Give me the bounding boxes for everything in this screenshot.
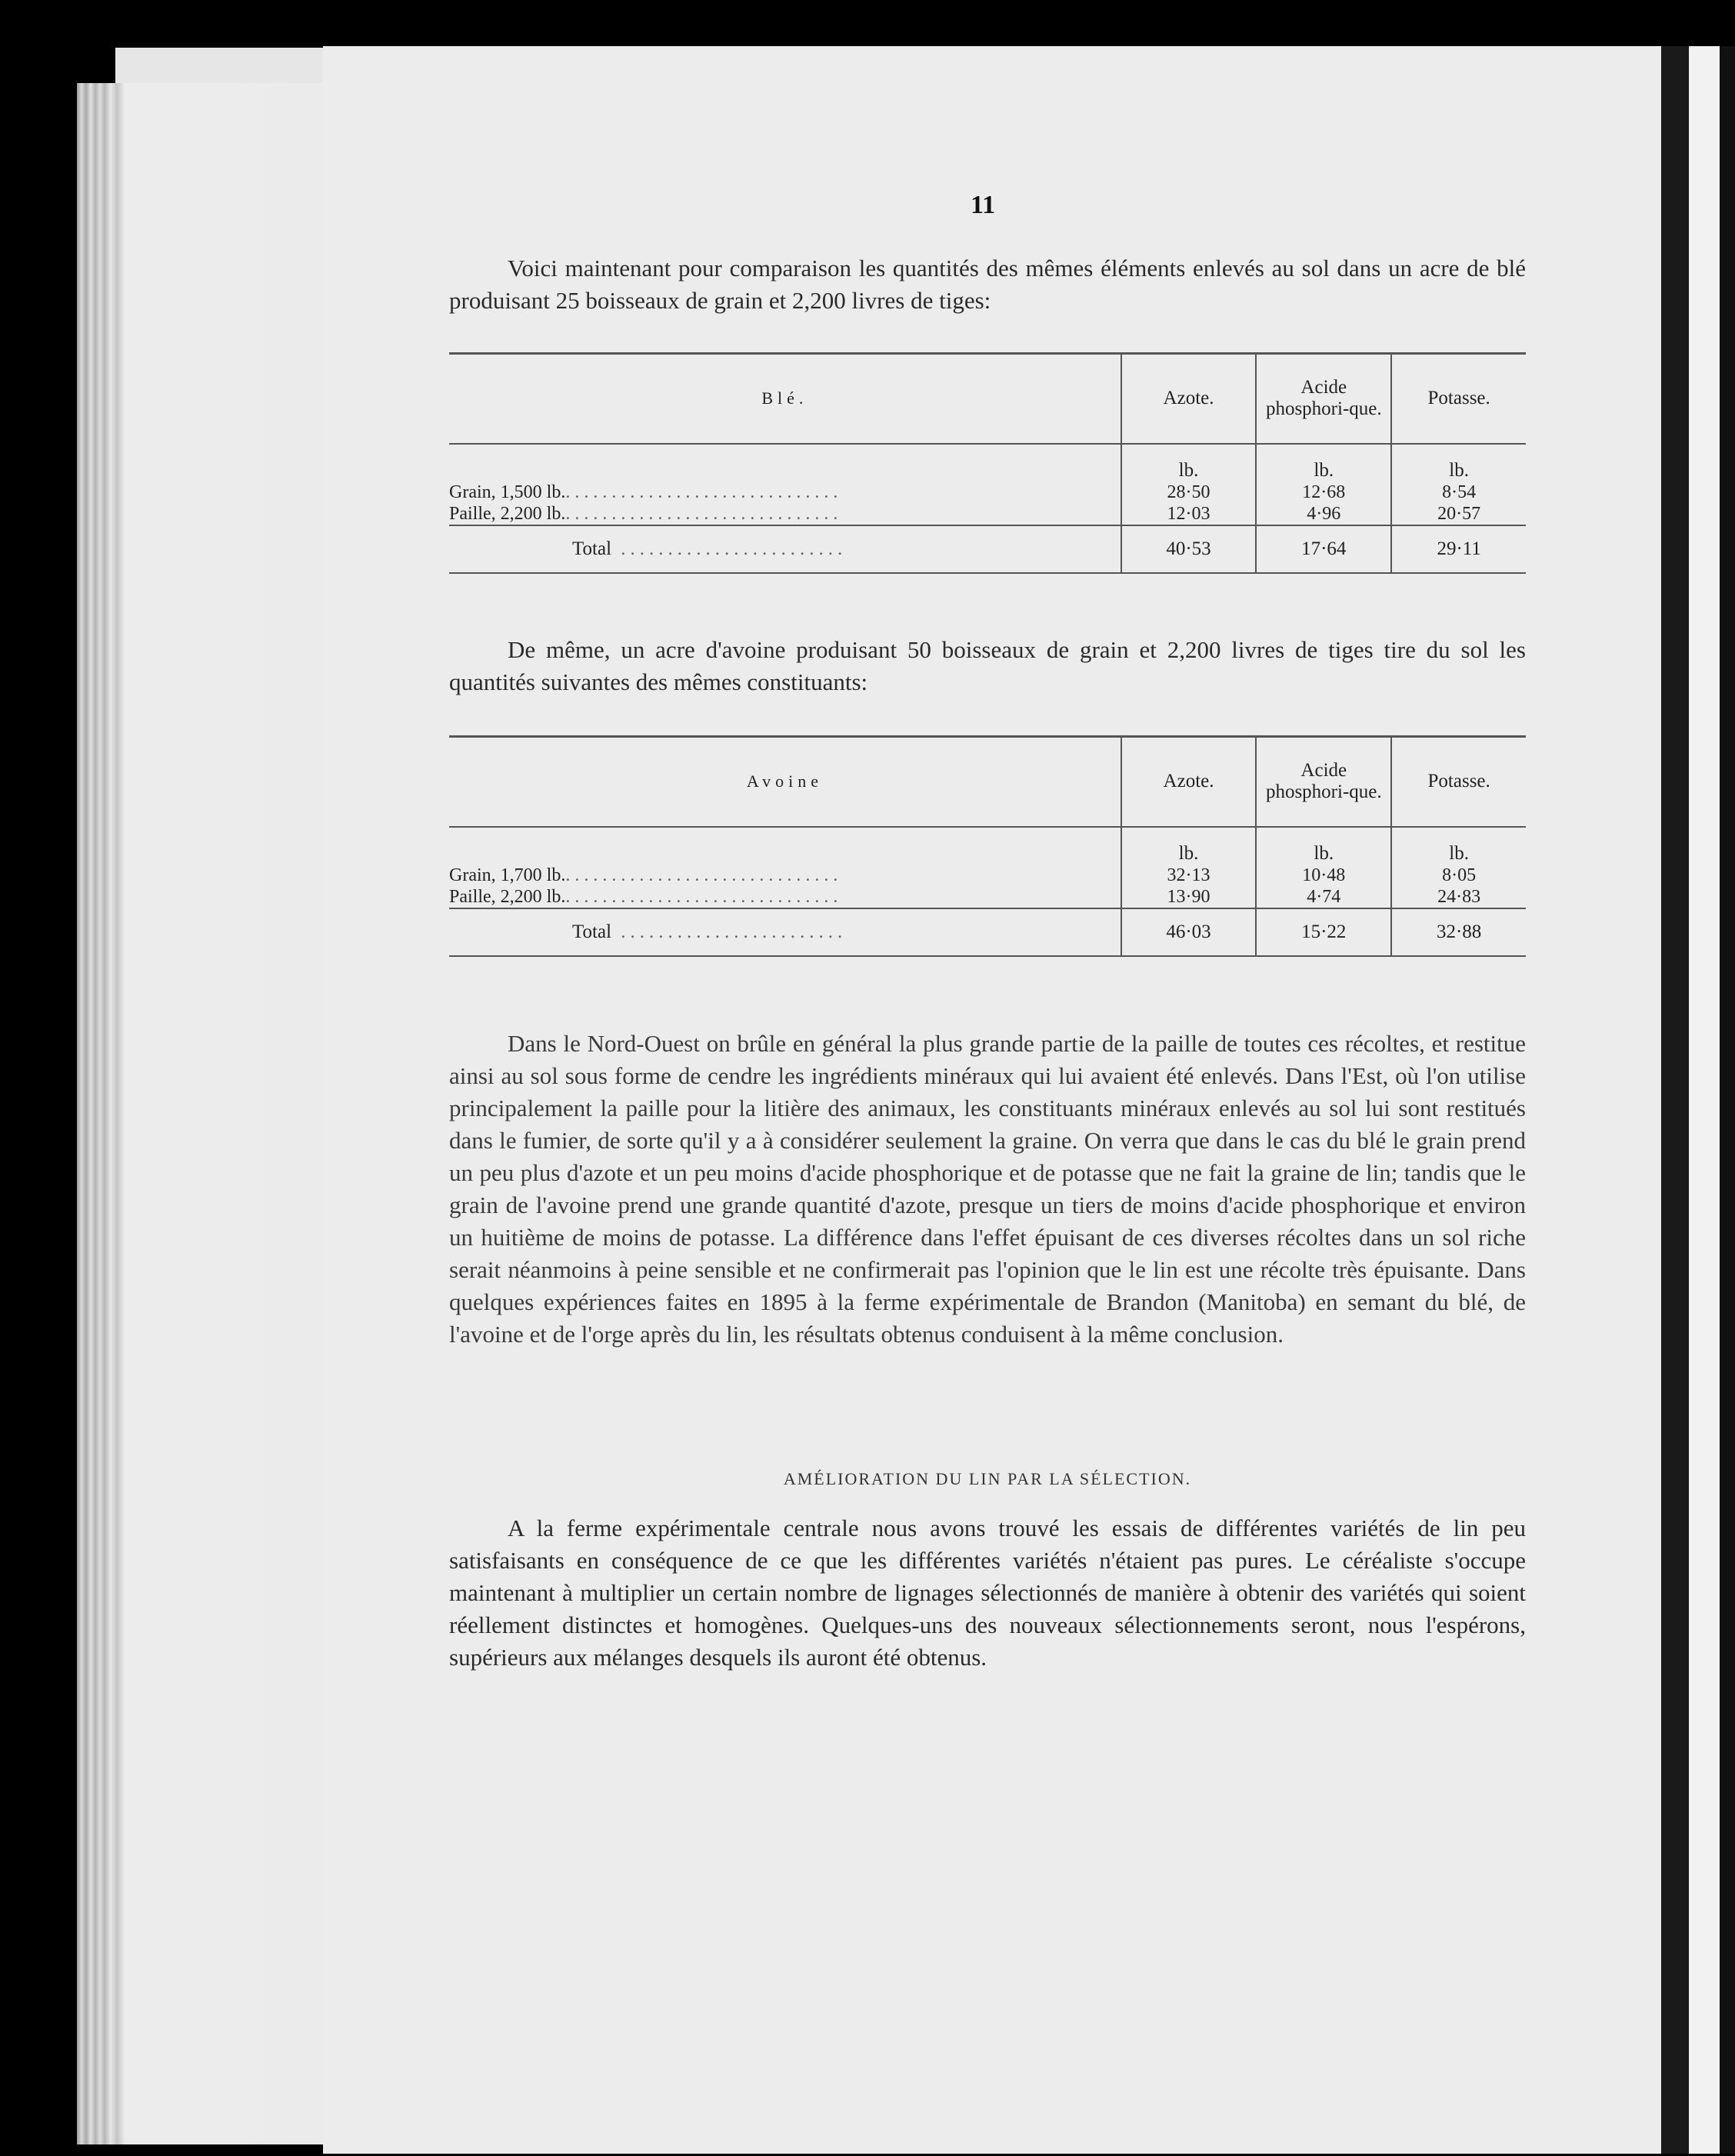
table-1-heading: Blé.: [449, 354, 1121, 444]
table-total-row: [449, 908, 1526, 956]
total-acide: 17·64: [1256, 525, 1391, 573]
row-label: Grain, 1,700 lb.: [449, 865, 566, 885]
leader-dots: ..............................: [565, 504, 843, 524]
total-potasse: 29·11: [1391, 525, 1526, 573]
table-2-unit-azote: lb.: [1121, 827, 1256, 865]
cell-acide: 10·48: [1256, 865, 1391, 886]
cell-acide: 4·74: [1256, 886, 1391, 908]
paragraph-intro-ble: Voici maintenant pour comparaison les quantités des mêmes éléments enlevés au sol dans un acre de blé produisant 25 boisseaux de grain et 2,200 livres de tiges:: [449, 255, 1526, 314]
table-row: [449, 886, 1526, 908]
table-avoine: [449, 737, 1526, 957]
table-1-col-acide: Acide phosphori-que.: [1256, 354, 1391, 444]
table-2-heading: Avoine: [449, 737, 1121, 827]
cell-potasse: 8·05: [1391, 865, 1526, 886]
table-2-unit-acide: lb.: [1256, 827, 1391, 865]
total-azote: 46·03: [1121, 908, 1256, 956]
paragraph-discussion: Dans le Nord-Ouest on brûle en général la plus grande partie de la paille de toutes ces récoltes, et restitue ainsi au sol sous forme de cendre les ingrédients minéraux qui lui avaient été enlevés. Dans l'Est, où l'on utilise principalement la paille pour la litière des animaux, les constituants minéraux enlevés au sol lui sont restitués dans le fumier, de sorte qu'il y a à considérer seulement la graine. On verra que dans le cas du blé le grain prend un peu plus d'azote et un peu moins d'acide phosphorique et de potasse que ne fait la graine de lin; tandis que le grain de l'avoine prend une grande quantité d'azote, presque un tiers de moins d'acide phosphorique et environ un huitième de moins de potasse. La différence dans l'effet épuisant de ces diverses récoltes dans un sol riche serait néanmoins à peine sensible et ne confirmerait pas l'opinion que le lin est une récolte très épuisante. Dans quelques expériences faites en 1895 à la ferme expérimentale de Brandon (Manitoba) en semant du blé, de l'avoine et de l'orge après du lin, les résultats obtenus conduisent à la même conclusion.: [449, 1030, 1526, 1348]
cell-acide: 4·96: [1256, 503, 1391, 525]
paragraph-intro-avoine: De même, un acre d'avoine produisant 50 boisseaux de grain et 2,200 livres de tiges tire du sol les quantités suivantes des mêmes constituants:: [449, 636, 1526, 695]
leader-dots: ........................: [611, 921, 848, 942]
table-2-unit-spacer: [449, 827, 1121, 865]
total-potasse: 32·88: [1391, 908, 1526, 956]
table-1-unit-potasse: lb.: [1391, 444, 1526, 482]
leader-dots: ..............................: [565, 887, 843, 907]
row-label: Paille, 2,200 lb.: [449, 887, 566, 907]
table-1-unit-spacer: [449, 444, 1121, 482]
leader-dots: ..............................: [565, 865, 843, 885]
cell-azote: 13·90: [1121, 886, 1256, 908]
total-label: Total: [572, 921, 612, 942]
scan-border: [1720, 46, 1735, 2154]
section-heading: AMÉLIORATION DU LIN PAR LA SÉLECTION.: [783, 1469, 1192, 1488]
row-label: Paille, 2,200 lb.: [449, 504, 566, 524]
paragraph-selection: A la ferme expérimentale centrale nous avons trouvé les essais de différentes variétés de lin peu satisfaisants en conséquence de ce que les différentes variétés n'étaient pas pures. Le céréaliste s'occupe maintenant à multiplier un certain nombre de lignages sélectionnés de manière à obtenir des variétés qui soient réellement distinctes et homogènes. Quelques-uns des nouveaux sélectionnements seront, nous l'espérons, supérieurs aux mélanges desquels ils auront été obtenus.: [449, 1515, 1526, 1671]
table-2-col-azote: Azote.: [1121, 737, 1256, 827]
table-row: [449, 503, 1526, 525]
cell-azote: 12·03: [1121, 503, 1256, 525]
table-1-unit-acide: lb.: [1256, 444, 1391, 482]
table-ble: [449, 354, 1526, 574]
total-azote: 40·53: [1121, 525, 1256, 573]
table-1-unit-azote: lb.: [1121, 444, 1256, 482]
cell-potasse: 8·54: [1391, 482, 1526, 503]
row-label: Grain, 1,500 lb.: [449, 482, 566, 502]
total-acide: 15·22: [1256, 908, 1391, 956]
cell-azote: 32·13: [1121, 865, 1256, 886]
cell-potasse: 24·83: [1391, 886, 1526, 908]
table-1-col-azote: Azote.: [1121, 354, 1256, 444]
total-label: Total: [572, 538, 612, 559]
table-1-col-potasse: Potasse.: [1391, 354, 1526, 444]
table-2-col-potasse: Potasse.: [1391, 737, 1526, 827]
table-row: [449, 865, 1526, 886]
table-total-row: [449, 525, 1526, 573]
page-number: 11: [971, 191, 996, 219]
cell-acide: 12·68: [1256, 482, 1391, 503]
page-stack-edge: [77, 83, 354, 2144]
table-2-unit-potasse: lb.: [1391, 827, 1526, 865]
cell-azote: 28·50: [1121, 482, 1256, 503]
table-row: [449, 482, 1526, 503]
leader-dots: ........................: [611, 538, 848, 559]
leader-dots: ..............................: [565, 482, 843, 502]
cell-potasse: 20·57: [1391, 503, 1526, 525]
table-2-col-acide: Acide phosphori-que.: [1256, 737, 1391, 827]
